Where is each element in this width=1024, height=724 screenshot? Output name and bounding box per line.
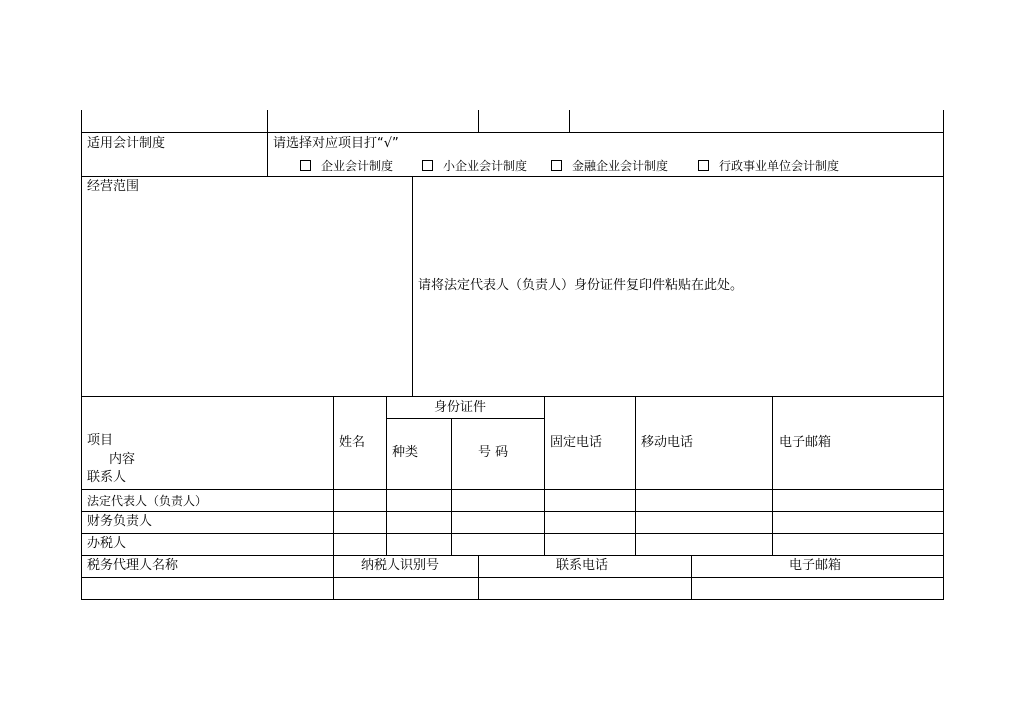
option-label: 金融企业会计制度 [572,159,669,173]
id-paste-note: 请将法定代表人（负责人）身份证件复印件粘贴在此处。 [418,278,744,293]
agent-phone-label: 联系电话 [556,558,609,573]
header-id-doc: 身份证件 [434,400,487,415]
rule [81,533,944,534]
agent-name-label: 税务代理人名称 [87,558,179,573]
accounting-instruction: 请选择对应项目打“√” [273,136,399,151]
header-name: 姓名 [339,435,366,450]
header-id-number: 号 码 [478,445,509,460]
rule [386,396,387,556]
checkbox-icon[interactable] [698,160,709,171]
header-phone: 固定电话 [550,435,603,450]
option-label: 行政事业单位会计制度 [719,159,840,173]
rule [81,132,944,133]
checkbox-icon[interactable] [422,160,433,171]
row-finance-head: 财务负责人 [87,514,153,529]
option-label: 企业会计制度 [321,159,394,173]
rule [81,110,82,600]
option-public-institution[interactable] [698,158,839,174]
rule [81,396,944,397]
rule [451,418,452,556]
option-financial-enterprise[interactable] [551,158,668,174]
row-tax-officer: 办税人 [87,536,127,551]
rule [478,110,479,133]
rule [81,176,944,177]
rule [772,396,773,556]
rule [81,577,944,578]
header-mobile: 移动电话 [641,435,694,450]
agent-email-label: 电子邮箱 [789,558,842,573]
option-enterprise[interactable] [300,158,393,174]
rule [81,489,944,490]
header-email: 电子邮箱 [779,435,832,450]
rule [943,110,944,600]
rule [544,396,545,556]
rule [478,555,479,600]
rule [81,511,944,512]
rule [691,555,692,600]
rule [412,176,413,397]
agent-taxpayer-id-label: 纳税人识别号 [361,558,440,573]
option-label: 小企业会计制度 [443,159,528,173]
accounting-label: 适用会计制度 [87,136,166,151]
rule [81,555,944,556]
header-item: 项目 [87,433,114,448]
option-small-enterprise[interactable] [422,158,527,174]
rule [386,418,545,419]
checkbox-icon[interactable] [300,160,311,171]
checkbox-icon[interactable] [551,160,562,171]
header-id-type: 种类 [392,445,419,460]
rule [267,110,268,177]
header-contact: 联系人 [87,470,127,485]
header-content: 内容 [109,452,136,467]
row-legal-rep: 法定代表人（负责人） [87,494,208,508]
rule [81,599,944,600]
business-scope-label: 经营范围 [87,179,140,194]
rule [635,396,636,556]
rule [333,396,334,600]
rule [569,110,570,133]
